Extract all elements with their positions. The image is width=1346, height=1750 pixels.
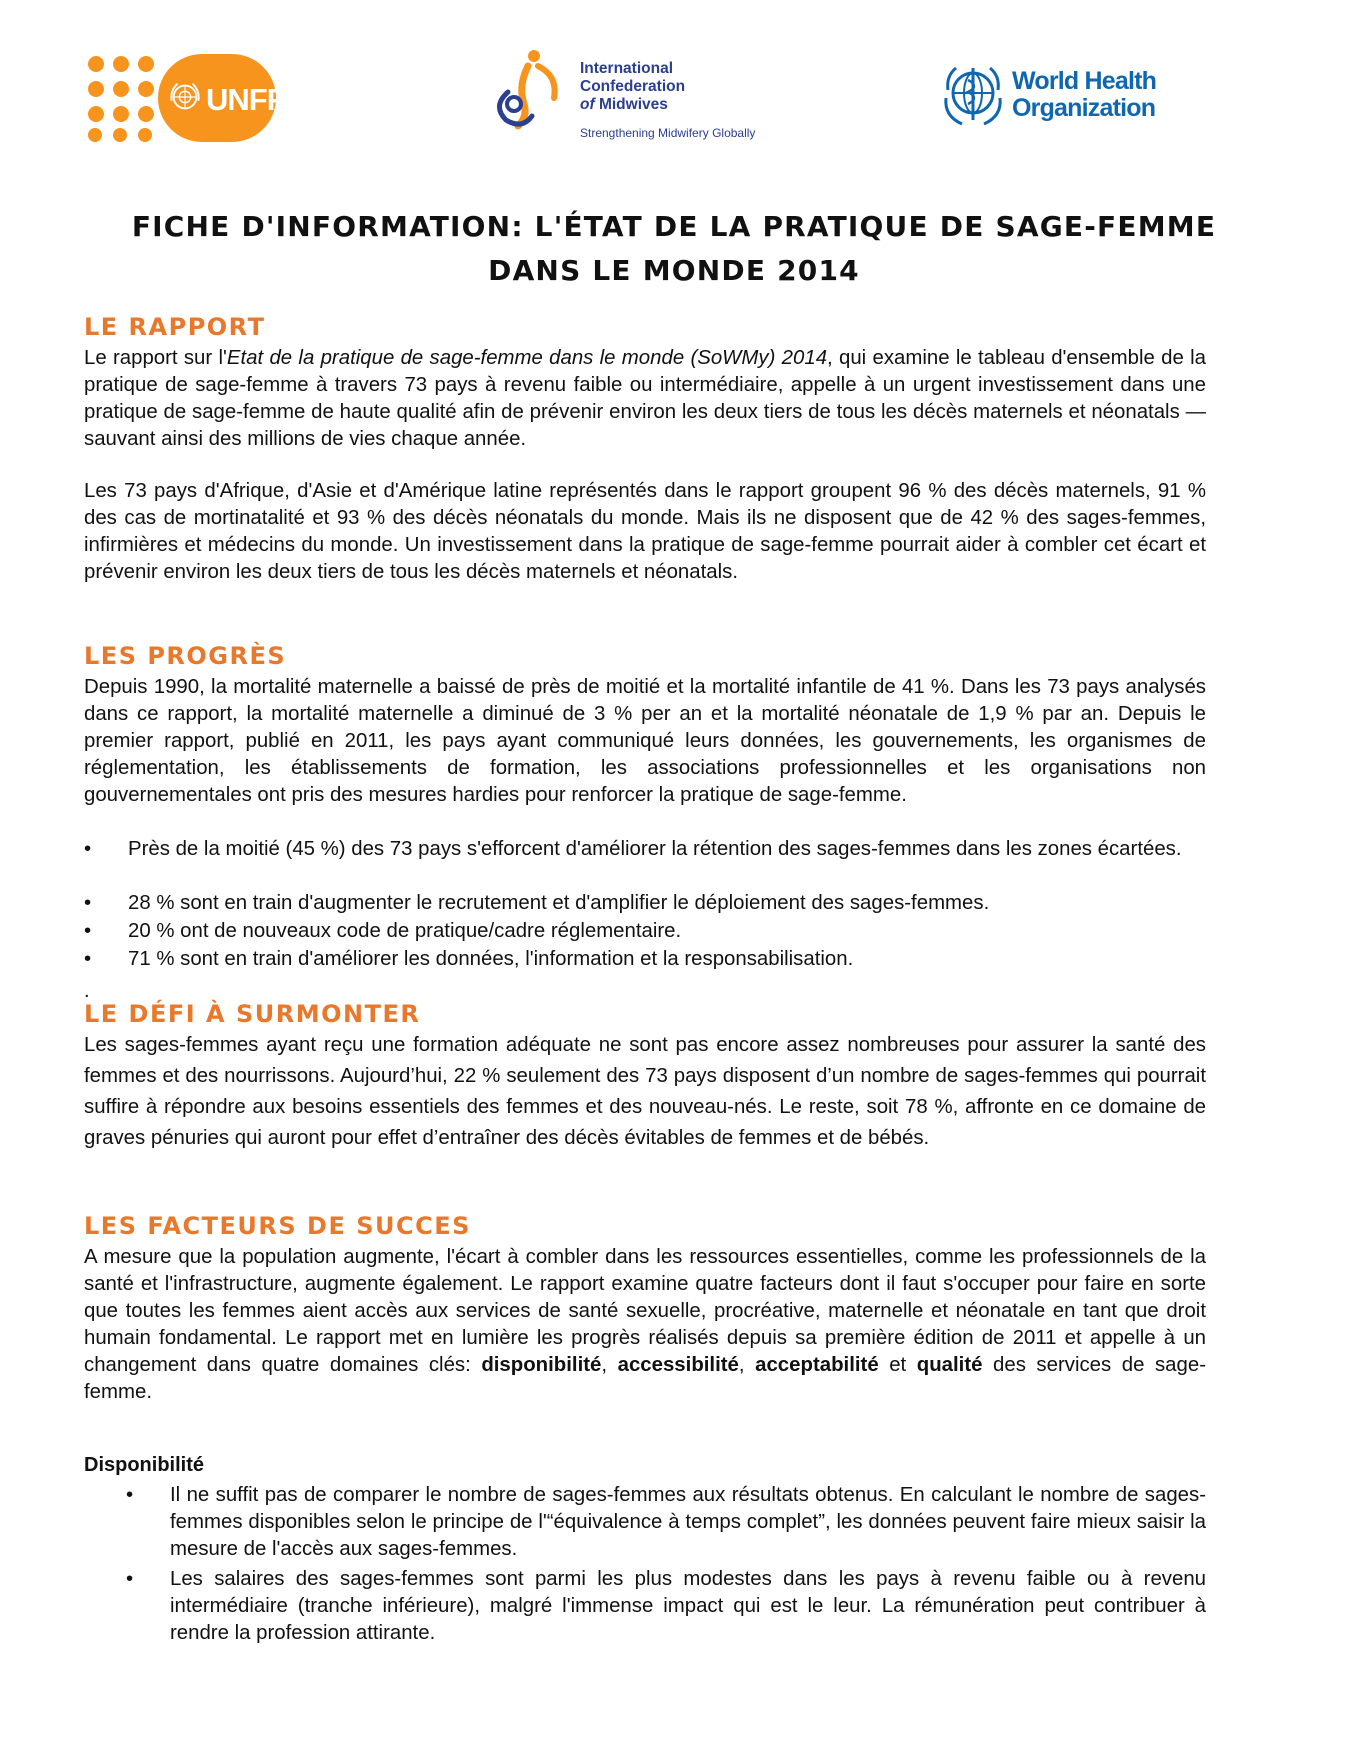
icm-logo bbox=[488, 46, 768, 146]
icm-name-line2: Confederation bbox=[580, 78, 686, 95]
bullet-icon: • bbox=[126, 1484, 134, 1506]
icm-tagline: Strengthening Midwifery Globally bbox=[580, 126, 756, 140]
facteurs-p1-text: A mesure que la population augmente, l'écart à combler dans les ressources essentielles, comme les professionnels de la santé et l'infrastructure, augmente également. Le rapport examine quatre facteurs dont il faut s'occuper pour faire en sorte que toutes les femmes aient accès aux services de santé sexuelle, procréative, maternelle et néonatale en tant que droit humain fondamental. Le rapport met en lumière les progrès réalisés depuis sa première édition de 2011 et appelle à un changement dans quatre domaines clés: bbox=[84, 1246, 1206, 1376]
icm-of: of bbox=[580, 96, 595, 113]
logo-header bbox=[0, 0, 1346, 160]
facteurs-tail: des services de sage-femme. bbox=[84, 1354, 1206, 1403]
keyword-disponibilite: disponibilité bbox=[481, 1354, 602, 1376]
progres-bullet-text: 71 % sont en train d'améliorer les données, l'information et la responsabilisation. bbox=[128, 948, 854, 970]
icm-midwives: Midwives bbox=[594, 96, 668, 113]
sep: et bbox=[878, 1354, 917, 1376]
title-line1: FICHE D'INFORMATION: L'ÉTAT DE LA PRATIQUE DE SAGE-FEMME bbox=[131, 210, 1217, 243]
keyword-acceptabilite: acceptabilité bbox=[755, 1354, 879, 1376]
progres-bullet-text: 28 % sont en train d'augmenter le recrutement et d'amplifier le déploiement des sages-femmes. bbox=[128, 892, 990, 914]
bullet-icon: • bbox=[84, 838, 92, 860]
stray-dot: . bbox=[84, 980, 90, 1002]
who-logo bbox=[938, 60, 1168, 130]
heading-progres: LES PROGRÈS bbox=[84, 642, 287, 670]
disponibilite-bullet-text: Les salaires des sages-femmes sont parmi les plus modestes dans les pays à revenu faible ou à revenu intermédiaire (tranche inférieure), malgré l'immense impact qui est le leur. La rémunération peut contribuer à rendre la profession attirante. bbox=[170, 1568, 1206, 1644]
bullet-icon: • bbox=[126, 1568, 134, 1590]
progres-bullet-text: 20 % ont de nouveaux code de pratique/cadre réglementaire. bbox=[128, 920, 682, 942]
unfpa-logo bbox=[88, 52, 306, 144]
who-wordmark bbox=[1012, 68, 1156, 122]
rapport-p1-start: Le rapport sur l' bbox=[84, 347, 227, 369]
icm-name-line3 bbox=[580, 96, 685, 114]
bullet-icon: • bbox=[84, 948, 92, 970]
who-line1: World Health bbox=[1012, 67, 1157, 95]
heading-rapport: LE RAPPORT bbox=[84, 313, 266, 341]
progres-bullet-text: Près de la moitié (45 %) des 73 pays s'efforcent d'améliorer la rétention des sages-femmes dans les zones écartées. bbox=[128, 838, 1182, 860]
rapport-paragraph-2: Les 73 pays d'Afrique, d'Asie et d'Amérique latine représentés dans le rapport groupent 96 % des décès maternels, 91 % des cas de mortinatalité et 93 % des décès néonatals du monde. Mais ils ne disposent que de 42 % des sages-femmes, infirmières et médecins du monde. Un investissement dans la pratique de sage-femme pourrait aider à combler cet écart et prévenir environ les deux tiers de tous les décès maternels et néonatals. bbox=[84, 480, 1206, 583]
icm-name bbox=[580, 60, 685, 114]
unfpa-dots-icon bbox=[88, 56, 154, 142]
icm-name-line1: International bbox=[580, 60, 674, 77]
facteurs-paragraph-1 bbox=[84, 1244, 1206, 1406]
un-emblem-icon bbox=[166, 78, 204, 116]
disponibilite-bullet-text: Il ne suffit pas de comparer le nombre de sages-femmes aux résultats obtenus. En calculant le nombre de sages-femmes disponibles selon le principe de l'“équivalence à temps complet”, les données peuvent faire mieux saisir la mesure de l'accès aux sages-femmes. bbox=[170, 1484, 1206, 1560]
heading-facteurs: LES FACTEURS DE SUCCES bbox=[84, 1212, 471, 1240]
keyword-accessibilite: accessibilité bbox=[617, 1354, 739, 1376]
keyword-qualite: qualité bbox=[916, 1354, 983, 1376]
who-emblem-icon bbox=[938, 60, 1008, 130]
rapport-p1-rest: , qui examine le tableau d'ensemble de la pratique de sage-femme à travers 73 pays à revenu faible ou intermédiaire, appelle à un urgent investissement dans une pratique de sage-femme de haute qualité afin de prévenir environ les deux tiers de tous les décès maternels et néonatals — sauvant ainsi des millions de vies chaque année. bbox=[84, 347, 1206, 450]
title-line2: DANS LE MONDE 2014 bbox=[488, 254, 860, 287]
sep: , bbox=[738, 1354, 756, 1376]
bullet-icon: • bbox=[84, 920, 92, 942]
icm-mark-icon bbox=[488, 46, 578, 136]
who-line2: Organization bbox=[1012, 94, 1156, 122]
unfpa-wordmark: UNFPA bbox=[206, 82, 306, 117]
report-title-italic: Etat de la pratique de sage-femme dans le monde (SoWMy) 2014 bbox=[226, 347, 828, 369]
heading-defi: LE DÉFI À SURMONTER bbox=[84, 1000, 421, 1028]
progres-paragraph-1: Depuis 1990, la mortalité maternelle a baissé de près de moitié et la mortalité infantile de 41 %. Dans les 73 pays analysés dans ce rapport, la mortalité maternelle a diminué de 3 % per an et la mortalité néonatale de 1,9 % par an. Depuis le premier rapport, publié en 2011, les pays ayant communiqué leurs données, les gouvernements, les organismes de réglementation, les établissements de formation, les associations professionnelles et les organisations non gouvernementales ont pris des mesures hardies pour renforcer la pratique de sage-femme. bbox=[84, 676, 1206, 806]
bullet-icon: • bbox=[84, 892, 92, 914]
sep: , bbox=[601, 1354, 618, 1376]
document-title bbox=[84, 205, 1264, 293]
defi-paragraph-1: Les sages-femmes ayant reçu une formation adéquate ne sont pas encore assez nombreuses pour assurer la santé des femmes et des nourrissons. Aujourd’hui, 22 % seulement des 73 pays disposent d’un nombre de sages-femmes qui pourrait suffire à répondre aux besoins essentiels des femmes et des nouveau-nés. Le reste, soit 78 %, affronte en ce domaine de graves pénuries qui auront pour effet d’entraîner des décès évitables de femmes et de bébés. bbox=[84, 1034, 1206, 1149]
subheading-disponibilite: Disponibilité bbox=[84, 1454, 204, 1476]
rapport-paragraph-1 bbox=[84, 345, 1206, 453]
